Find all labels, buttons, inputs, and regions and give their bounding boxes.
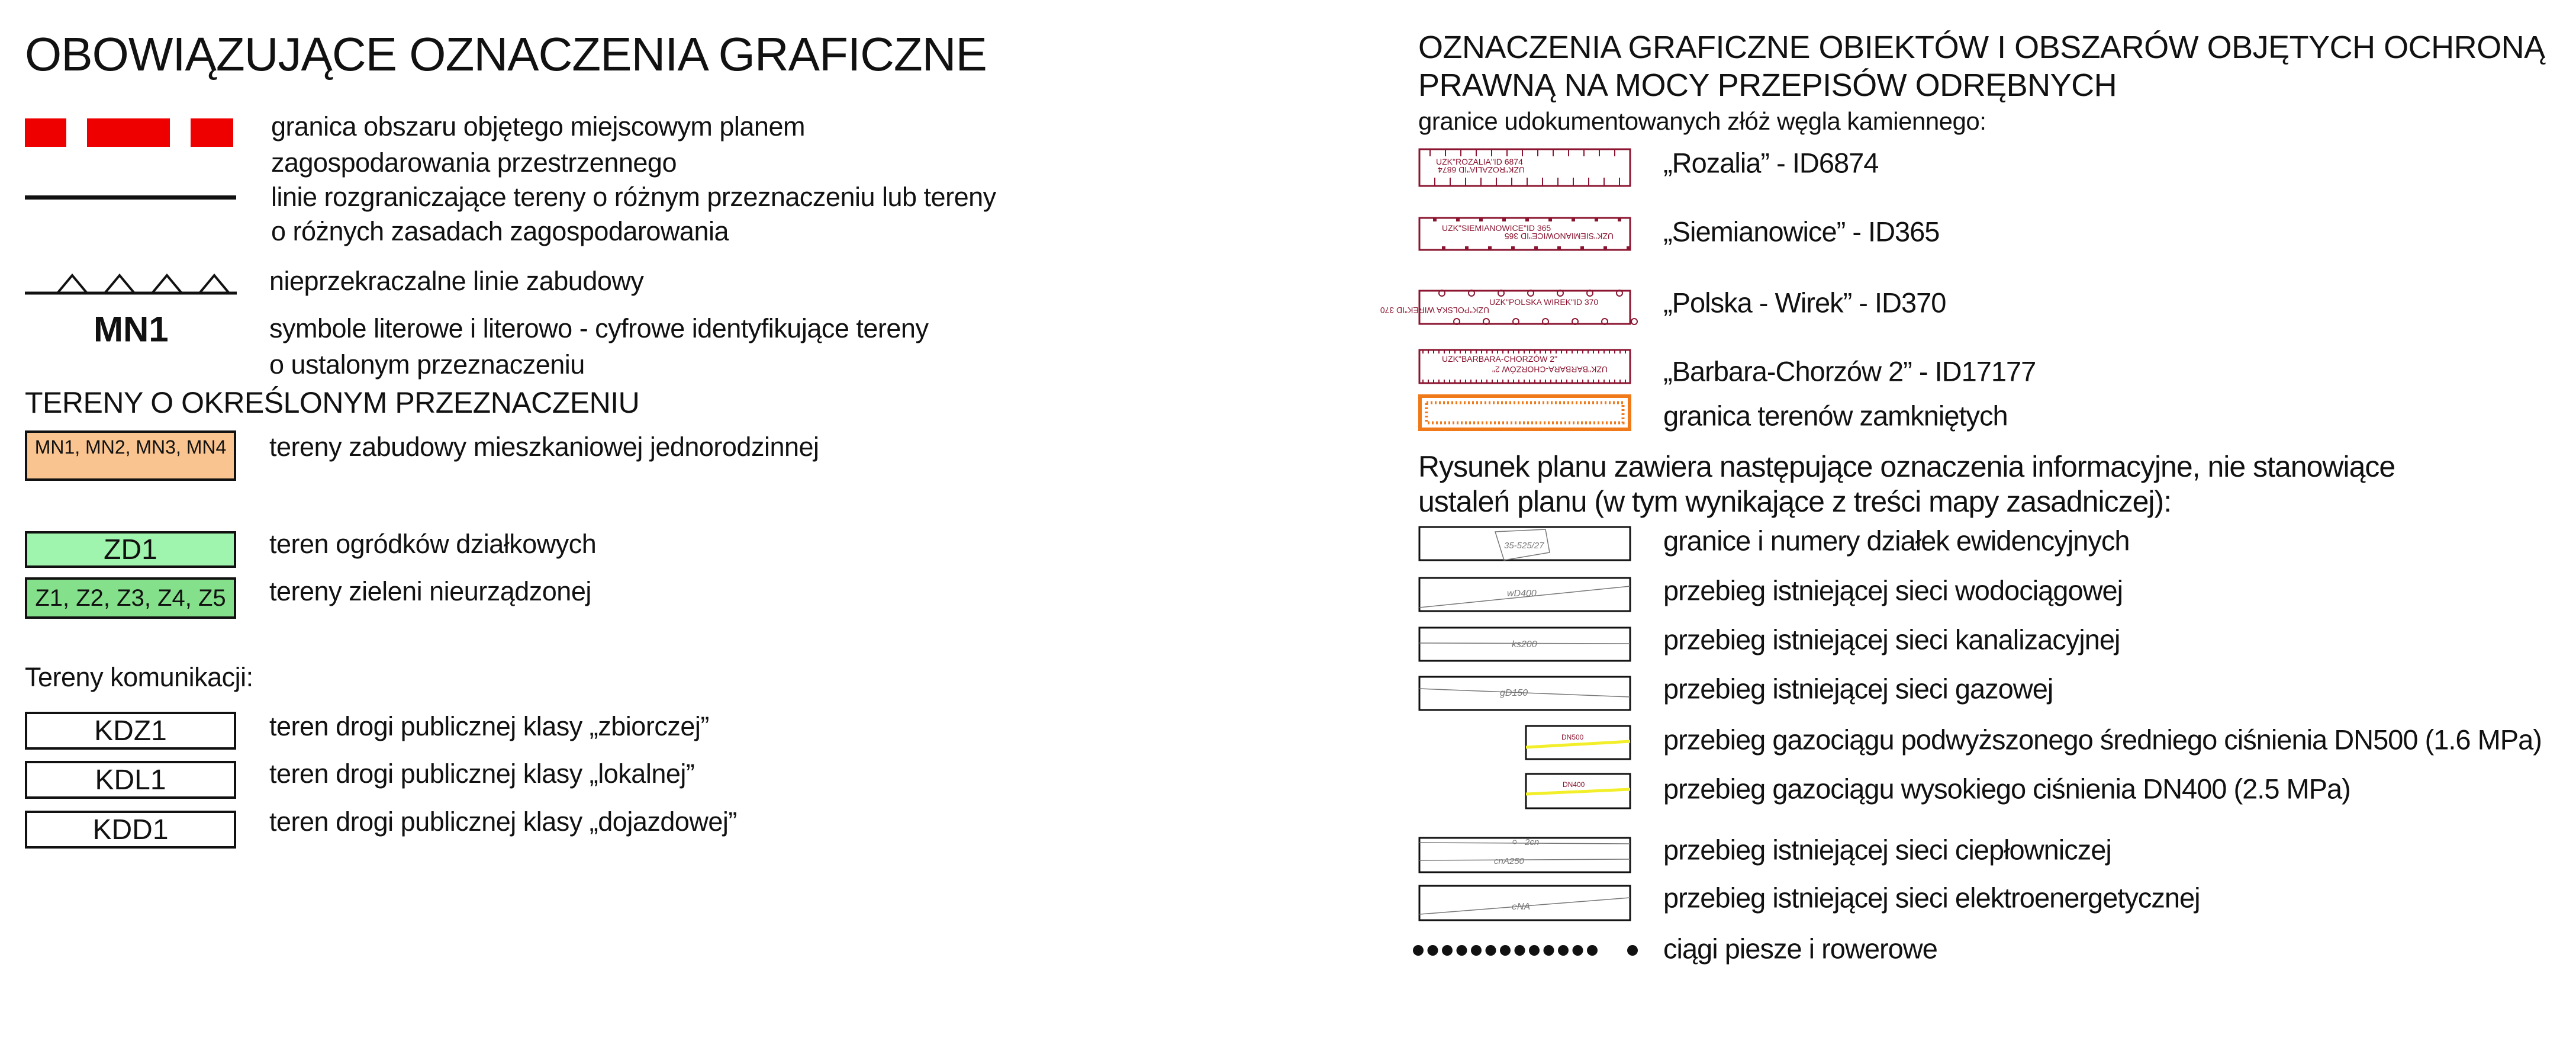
symbol-example: MN1 — [94, 309, 169, 349]
zone-swatch-mn: MN1, MN2, MN3, MN4 — [25, 430, 236, 481]
zone-label-mn: tereny zabudowy mieszkaniowej jednorodzinnej — [269, 432, 819, 462]
zone-swatch-z: Z1, Z2, Z3, Z4, Z5 — [25, 577, 236, 619]
info-label-dn500: przebieg gazociągu podwyższonego średniego ciśnienia DN500 (1.6 MPa) — [1663, 724, 2542, 756]
road-swatch-kdz: KDZ1 — [25, 712, 236, 750]
plan-boundary-symbol — [25, 118, 239, 147]
swatch-mark — [1618, 218, 1621, 221]
legend-title: OBOWIĄZUJĄCE OZNACZENIA GRAFICZNE — [25, 28, 987, 81]
info-note-2: ustaleń planu (w tym wynikające z treści mapy zasadniczej): — [1418, 485, 2172, 518]
info-label-sewer: przebieg istniejącej sieci kanalizacyjnej — [1663, 624, 2120, 655]
zone-label-z: tereny zieleni nieurządzonej — [269, 576, 591, 606]
road-label-kdz: teren drogi publicznej klasy „zbiorczej” — [269, 711, 709, 741]
building-line-label: nieprzekraczalne linie zabudowy — [269, 266, 644, 296]
dn400-code: DN400 — [1563, 780, 1585, 789]
info-label-power: przebieg istniejącej sieci elektroenergetycznej — [1663, 882, 2200, 914]
info-label-gas: przebieg istniejącej sieci gazowej — [1663, 673, 2053, 705]
transport-heading: Tereny komunikacji: — [25, 662, 253, 692]
swatch-mark — [1442, 246, 1445, 250]
heating-code-2: cnA250 — [1494, 856, 1524, 866]
path-dot — [1457, 945, 1467, 956]
symbol-label-2: o ustalonym przeznaczeniu — [269, 349, 585, 380]
road-swatch-kdd: KDD1 — [25, 811, 236, 849]
swatch-mark — [1534, 246, 1538, 250]
path-dot — [1544, 945, 1554, 956]
plan-boundary-label-2: zagospodarowania przestrzennego — [271, 147, 677, 178]
closed-areas-label: granica terenów zamkniętych — [1663, 400, 2008, 432]
info-label-pedestrian: ciągi piesze i rowerowe — [1663, 933, 1937, 965]
path-dot — [1529, 945, 1540, 956]
water-swatch — [1418, 577, 1631, 612]
pedestrian-path-symbol — [1412, 941, 1637, 959]
swatch-mark — [1595, 218, 1598, 221]
sewer-swatch — [1418, 626, 1631, 662]
closed-areas-swatch — [1418, 394, 1631, 431]
swatch-text: UZK"ROZALIA"ID 6874 — [1436, 157, 1523, 166]
swatch-text: UZK"BARBARA-CHORZÓW 2" — [1442, 354, 1558, 364]
road-label-kdd: teren drogi publicznej klasy „dojazdowej” — [269, 806, 737, 837]
swatch-text-flipped: UZK"SIEMIANOWICE"ID 365 — [1504, 232, 1614, 241]
swatch-mark — [1557, 246, 1561, 250]
deposit-label-polska-wirek: „Polska - Wirek” - ID370 — [1663, 287, 1946, 319]
info-label-heating: przebieg istniejącej sieci ciepłowniczej — [1663, 834, 2111, 866]
info-label-dn400: przebieg gazociągu wysokiego ciśnienia DN400 (2.5 MPa) — [1663, 773, 2350, 805]
deposit-swatch-polska-wirek — [1380, 290, 1631, 325]
info-label-water: przebieg istniejącej sieci wodociągowej — [1663, 574, 2123, 606]
protected-title-1: OZNACZENIA GRAFICZNE OBIEKTÓW I OBSZARÓW OBJĘTYCH OCHRONĄ — [1418, 30, 2545, 65]
swatch-mark — [1502, 218, 1506, 221]
road-swatch-kdl: KDL1 — [25, 761, 236, 799]
swatch-text-flipped: UZK"ROZALIA"ID 6874 — [1438, 165, 1525, 175]
section-heading: TERENY O OKREŚLONYM PRZEZNACZENIU — [25, 386, 640, 419]
deposit-label-barbara-chorzow: „Barbara-Chorzów 2” - ID17177 — [1663, 355, 2036, 387]
swatch-text-flipped: UZK"POLSKA WIREK"ID 370 — [1380, 306, 1489, 315]
symbol-label: symbole literowe i literowo - cyfrowe identyfikujące tereny — [269, 313, 929, 343]
plan-boundary-label: granica obszaru objętego miejscowym planem — [271, 111, 805, 142]
path-dot — [1573, 945, 1583, 956]
info-note-1: Rysunek planu zawiera następujące oznaczenia informacyjne, nie stanowiące — [1418, 450, 2395, 483]
zone-swatch-zd: ZD1 — [25, 531, 236, 568]
deposit-swatch-siemianowice — [1418, 217, 1631, 251]
sewer-code: ks200 — [1512, 640, 1537, 650]
dividing-line-symbol — [25, 195, 236, 200]
swatch-mark — [1580, 246, 1584, 250]
swatch-mark — [1572, 218, 1575, 221]
info-label-parcels: granice i numery działek ewidencyjnych — [1663, 525, 2130, 557]
gas-dn500-swatch — [1525, 725, 1631, 760]
deposit-swatch-rozalia — [1418, 148, 1631, 187]
heating-swatch — [1418, 837, 1631, 873]
path-dot — [1500, 945, 1511, 956]
path-dot — [1442, 945, 1453, 956]
gas-dn400-swatch — [1525, 773, 1631, 809]
swatch-mark — [1488, 246, 1492, 250]
road-label-kdl: teren drogi publicznej klasy „lokalnej” — [269, 759, 695, 789]
path-dot — [1515, 945, 1525, 956]
swatch-mark — [1631, 319, 1637, 324]
dividing-line-label: linie rozgraniczające tereny o różnym przeznaczeniu lub tereny — [271, 182, 996, 212]
deposits-subtitle: granice udokumentowanych złóż węgla kamiennego: — [1418, 107, 1986, 135]
dn500-code: DN500 — [1561, 733, 1584, 741]
building-line-symbol — [25, 269, 238, 296]
swatch-text: UZK"SIEMIANOWICE"ID 365 — [1442, 223, 1551, 233]
zone-label-zd: teren ogródków działkowych — [269, 529, 597, 559]
swatch-text: UZK"POLSKA WIREK"ID 370 — [1489, 297, 1599, 307]
protected-title-2: PRAWNĄ NA MOCY PRZEPISÓW ODRĘBNYCH — [1418, 68, 2117, 103]
path-dot — [1587, 945, 1598, 956]
deposit-label-rozalia: „Rozalia” - ID6874 — [1663, 147, 1879, 179]
parcel-number: 35-525/27 — [1504, 541, 1544, 551]
deposit-label-siemianowice: „Siemianowice” - ID365 — [1663, 216, 1940, 248]
gas-code: gD150 — [1500, 688, 1528, 698]
swatch-mark — [1511, 246, 1515, 250]
swatch-mark — [1479, 218, 1483, 221]
power-code: eNA — [1512, 902, 1531, 912]
swatch-mark — [1456, 218, 1460, 221]
heating-code-1: 2cn — [1525, 837, 1540, 847]
path-dot — [1471, 945, 1482, 956]
path-dot — [1413, 945, 1424, 956]
deposit-swatch-barbara-chorzow — [1418, 349, 1631, 384]
path-dot — [1627, 945, 1638, 956]
gas-swatch — [1418, 676, 1631, 711]
swatch-mark — [1525, 218, 1529, 221]
dividing-line-label-2: o różnych zasadach zagospodarowania — [271, 216, 729, 246]
swatch-mark — [1627, 246, 1630, 250]
swatch-mark — [1465, 246, 1469, 250]
power-swatch — [1418, 885, 1631, 921]
parcel-swatch — [1418, 526, 1631, 561]
path-dot — [1558, 945, 1569, 956]
water-code: wD400 — [1507, 589, 1537, 599]
swatch-mark — [1548, 218, 1552, 221]
path-dot — [1428, 945, 1438, 956]
swatch-mark — [1433, 218, 1437, 221]
path-dot — [1486, 945, 1496, 956]
swatch-mark — [1603, 246, 1607, 250]
swatch-text-flipped: UZK"BARBARA-CHORZÓW 2" — [1492, 365, 1608, 374]
